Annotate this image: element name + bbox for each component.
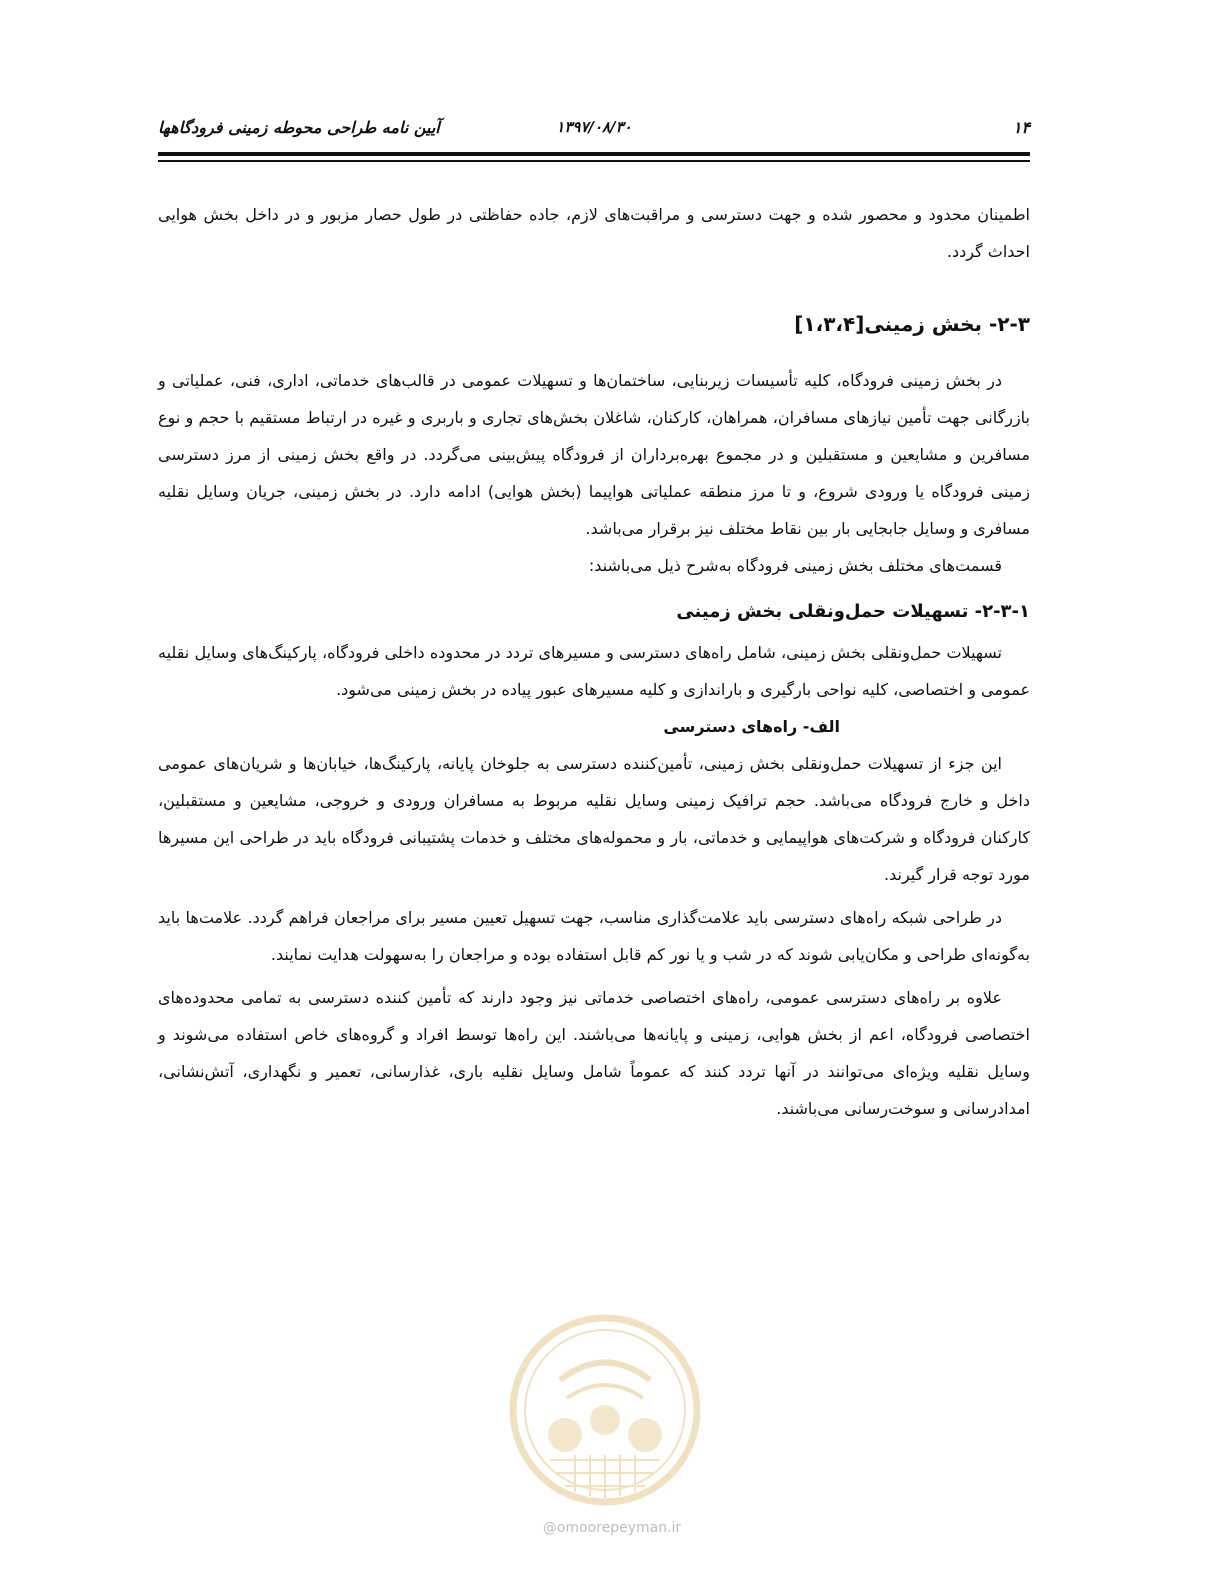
body-paragraph: در بخش زمینی فرودگاه، کلیه تأسیسات زیربنایی، ساختمان‌ها و تسهیلات عمومی در قالب‌های خدماتی، اداری، فنی، عملیاتی و بازرگانی جهت تأمین نیازهای مسافران، همراهان، کارکنان، شاغلان بخش‌های تجاری و باربری و غیره در ارتباط مستقیم با حجم و نوع مسافرین و مشایعین و مستقبلین و در مجموع بهره‌برداران از فرودگاه پیش‌بینی می‌گردد. در واقع بخش زمینی از مرز دسترسی زمینی فرودگاه یا ورودی شروع، و تا مرز منطقه عملیاتی هواپیما (بخش هوایی) ادامه دارد. در بخش زمینی، جریان وسایل نقلیه مسافری و وسایل جابجایی بار بین نقاط مختلف نیز برقرار می‌باشد.	[158, 371, 1030, 538]
section-heading: ۲-۳- بخش زمینی[۱،۳،۴]	[794, 312, 1030, 336]
document-body	[158, 196, 1030, 1127]
subsection-heading: ۲-۳-۱- تسهیلات حمل‌ونقلی بخش زمینی	[676, 601, 1030, 622]
body-paragraph: قسمت‌های مختلف بخش زمینی فرودگاه به‌شرح ذیل می‌باشند:	[588, 556, 1002, 575]
running-header	[158, 118, 1030, 146]
body-paragraph: علاوه بر راه‌های دسترسی عمومی، راه‌های اختصاصی خدماتی نیز وجود دارند که تأمین کننده دسترسی به تمامی محدوده‌های اختصاصی فرودگاه، اعم از بخش هوایی، زمینی و پایانه‌ها می‌باشند. این راه‌ها توسط افراد و گروه‌های خاص استفاده می‌شوند و وسایل نقلیه ویژه‌ای می‌توانند در آنها تردد کنند که عموماً شامل وسایل نقلیه باری، غذارسانی، تعمیر و نگهداری، آتش‌نشانی، امدادرسانی و سوخت‌رسانی می‌باشند.	[158, 988, 1030, 1118]
body-paragraph: در طراحی شبکه راه‌های دسترسی باید علامت‌گذاری مناسب، جهت تسهیل تعیین مسیر برای مراجعان فراهم گردد. علامت‌ها باید به‌گونه‌ای طراحی و مکان‌یابی شوند که در شب و یا نور کم قابل استفاده بوده و مراجعان را به‌سهولت هدایت نمایند.	[158, 908, 1030, 964]
body-paragraph: تسهیلات حمل‌ونقلی بخش زمینی، شامل راه‌های دسترسی و مسیرهای تردد در محدوده داخلی فرودگاه، پارکینگ‌های وسایل نقلیه عمومی و اختصاصی، کلیه نواحی بارگیری و باراندازی و کلیه مسیرهای عبور پیاده در بخش زمینی می‌شود.	[158, 643, 1030, 699]
sub-item-heading: الف- راه‌های دسترسی	[663, 717, 840, 736]
header-document-title: آیین نامه طراحی محوطه زمینی فرودگاهها	[158, 118, 440, 137]
header-rule-thin	[158, 160, 1030, 162]
header-date: ۱۳۹۷/۰۸/۳۰	[556, 118, 632, 136]
header-rule-thick	[158, 152, 1030, 156]
page-number: ۱۴	[1012, 118, 1030, 137]
body-paragraph: این جزء از تسهیلات حمل‌ونقلی بخش زمینی، تأمین‌کننده دسترسی به جلوخان پایانه، پارکینگ‌ها، خیابان‌ها و شریان‌های عمومی داخل و خارج فرودگاه می‌باشد. حجم ترافیک زمینی وسایل نقلیه مربوط به مسافران ورودی و خروجی، مشایعین و مستقبلین، کارکنان فرودگاه و شرکت‌های هواپیمایی و خدماتی، بار و محموله‌های مختلف و خدمات پشتیبانی فرودگاه باید در طراحی این مسیرها مورد توجه قرار گیرند.	[158, 754, 1030, 884]
seal-watermark-icon	[505, 1310, 705, 1510]
watermark-url: @omoorepeyman.ir	[542, 1520, 682, 1536]
intro-paragraph: اطمینان محدود و محصور شده و جهت دسترسی و مراقبت‌های لازم، جاده حفاظتی در طول حصار مزبور و در داخل بخش هوایی احداث گردد.	[158, 205, 1030, 261]
